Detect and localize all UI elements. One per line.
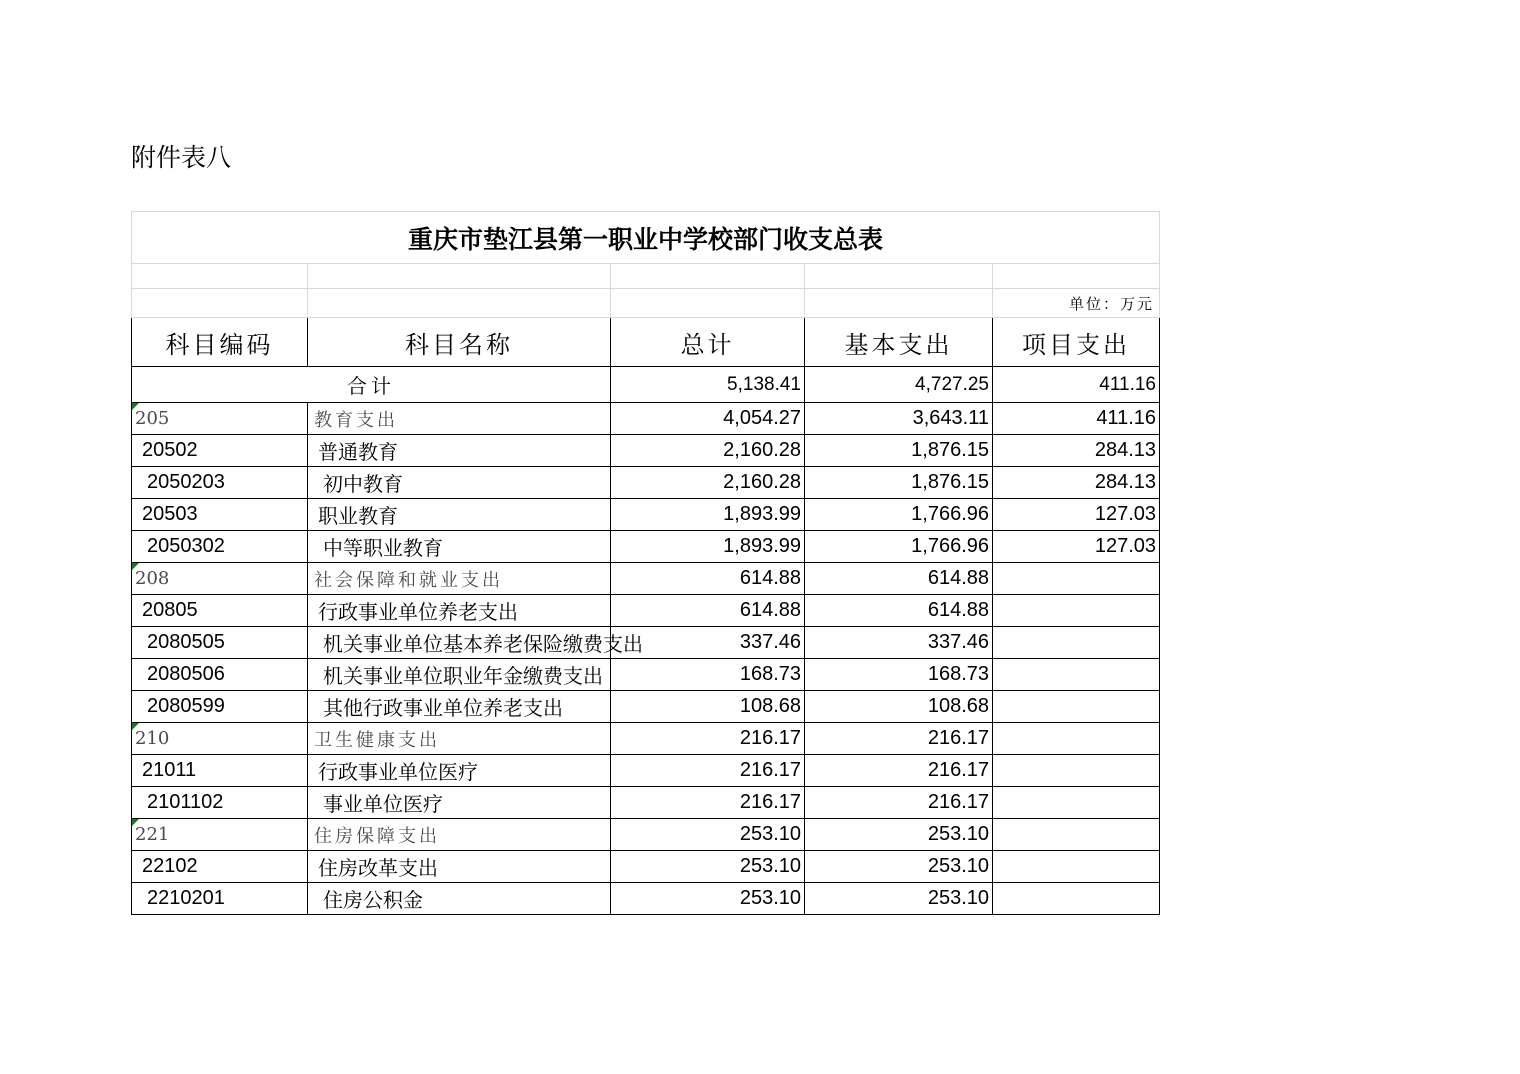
- table-row: [132, 755, 1160, 787]
- blank-cell: [805, 264, 993, 289]
- row-total-text: 1,893.99: [723, 535, 801, 557]
- row-code-text: 210: [135, 728, 170, 749]
- table-row: [132, 787, 1160, 819]
- row-basic: [805, 467, 993, 499]
- table-row: [132, 851, 1160, 883]
- row-project: [993, 563, 1160, 595]
- row-total-text: 2,160.28: [723, 439, 801, 461]
- row-total-text: 614.88: [739, 599, 801, 621]
- row-total-text: 337.46: [739, 631, 801, 653]
- total-project: 411.16: [993, 367, 1160, 403]
- cell-comment-marker: [132, 819, 139, 826]
- row-name: [308, 531, 611, 563]
- row-name-text: 普通教育: [318, 442, 398, 464]
- row-name: [308, 403, 611, 435]
- row-project-text: 127.03: [1094, 535, 1156, 557]
- blank-row: [132, 264, 1160, 289]
- row-code-text: 2050302: [147, 535, 225, 557]
- row-basic: [805, 627, 993, 659]
- row-basic-text: 216.17: [927, 791, 989, 813]
- row-basic: [805, 787, 993, 819]
- row-name: [308, 467, 611, 499]
- row-name-text: 行政事业单位医疗: [318, 762, 478, 784]
- blank-cell: [308, 289, 611, 318]
- attachment-label: 附件表八: [131, 143, 232, 172]
- row-total-text: 216.17: [739, 791, 801, 813]
- row-total: [611, 691, 805, 723]
- row-project: [993, 595, 1160, 627]
- row-total: [611, 435, 805, 467]
- row-code: [132, 883, 308, 915]
- row-project: [993, 723, 1160, 755]
- row-name-text: 机关事业单位基本养老保险缴费支出: [323, 634, 643, 656]
- row-name: [308, 435, 611, 467]
- row-name: [308, 563, 611, 595]
- row-basic: [805, 403, 993, 435]
- row-basic: [805, 499, 993, 531]
- row-project: [993, 627, 1160, 659]
- row-name-text: 初中教育: [323, 474, 403, 496]
- row-code-text: 208: [135, 568, 170, 589]
- table-row: [132, 883, 1160, 915]
- table-row: [132, 435, 1160, 467]
- row-basic-text: 3,643.11: [912, 407, 989, 429]
- row-code: [132, 819, 308, 851]
- row-total-text: 253.10: [739, 887, 801, 909]
- row-project-text: 127.03: [1094, 503, 1156, 525]
- row-total-text: 253.10: [739, 823, 801, 845]
- total-label: 合计: [132, 367, 611, 403]
- table-row: [132, 723, 1160, 755]
- blank-cell: [132, 289, 308, 318]
- row-total: [611, 659, 805, 691]
- row-project: [993, 435, 1160, 467]
- row-name-text: 职业教育: [318, 506, 398, 528]
- table-row: [132, 563, 1160, 595]
- blank-cell: [805, 289, 993, 318]
- table-row: [132, 467, 1160, 499]
- row-name: [308, 851, 611, 883]
- row-total-text: 4,054.27: [723, 407, 801, 429]
- cell-comment-marker: [132, 403, 139, 410]
- row-project: [993, 819, 1160, 851]
- row-basic-text: 216.17: [927, 727, 989, 749]
- row-total-text: 168.73: [739, 663, 801, 685]
- row-basic: [805, 755, 993, 787]
- row-basic-text: 614.88: [927, 567, 989, 589]
- blank-cell: [611, 289, 805, 318]
- row-basic-text: 253.10: [927, 855, 989, 877]
- row-basic: [805, 659, 993, 691]
- blank-cell: [132, 264, 308, 289]
- table-row: [132, 691, 1160, 723]
- row-basic-text: 108.68: [927, 695, 989, 717]
- row-name-text: 机关事业单位职业年金缴费支出: [323, 666, 603, 688]
- row-basic: [805, 819, 993, 851]
- row-code-text: 2210201: [147, 887, 225, 909]
- row-basic: [805, 691, 993, 723]
- row-name: [308, 755, 611, 787]
- row-code: [132, 563, 308, 595]
- row-basic-text: 1,766.96: [911, 535, 989, 557]
- row-total: [611, 787, 805, 819]
- row-basic: [805, 435, 993, 467]
- row-code: [132, 723, 308, 755]
- row-total-text: 108.68: [739, 695, 801, 717]
- row-total-text: 614.88: [739, 567, 801, 589]
- cell-comment-marker: [132, 563, 139, 570]
- blank-cell: [308, 264, 611, 289]
- header-name: 科目名称: [308, 318, 611, 367]
- row-code: [132, 595, 308, 627]
- cell-comment-marker: [132, 723, 139, 730]
- row-name: [308, 723, 611, 755]
- table-row: [132, 819, 1160, 851]
- header-code: 科目编码: [132, 318, 308, 367]
- row-code: [132, 659, 308, 691]
- row-total: [611, 531, 805, 563]
- row-total-text: 216.17: [739, 759, 801, 781]
- row-name-text: 社会保障和就业支出: [314, 569, 503, 591]
- row-total: [611, 819, 805, 851]
- blank-cell: [611, 264, 805, 289]
- row-basic: [805, 563, 993, 595]
- row-name-text: 中等职业教育: [323, 538, 443, 560]
- row-project: [993, 467, 1160, 499]
- row-basic: [805, 851, 993, 883]
- row-total-text: 2,160.28: [723, 471, 801, 493]
- row-basic-text: 1,876.15: [911, 439, 989, 461]
- row-code-text: 205: [135, 408, 170, 429]
- row-basic-text: 216.17: [927, 759, 989, 781]
- row-name-text: 住房保障支出: [314, 825, 440, 847]
- table-row: [132, 627, 1160, 659]
- title-row: [132, 212, 1160, 264]
- header-row: [132, 318, 1160, 367]
- row-code-text: 2080506: [147, 663, 225, 685]
- unit-label: 单位：万元: [993, 289, 1160, 318]
- header-basic: 基本支出: [805, 318, 993, 367]
- row-basic: [805, 595, 993, 627]
- row-total-text: 1,893.99: [723, 503, 801, 525]
- table-title: 重庆市垫江县第一职业中学校部门收支总表: [132, 212, 1160, 264]
- row-code-text: 2050203: [147, 471, 225, 493]
- row-code: [132, 467, 308, 499]
- row-project: [993, 851, 1160, 883]
- row-total: [611, 755, 805, 787]
- header-total: 总计: [611, 318, 805, 367]
- table-row: [132, 403, 1160, 435]
- row-name: [308, 659, 611, 691]
- row-basic: [805, 531, 993, 563]
- row-code-text: 20503: [142, 503, 198, 525]
- row-name-text: 住房改革支出: [318, 858, 438, 880]
- row-project: [993, 659, 1160, 691]
- row-code: [132, 435, 308, 467]
- expenditure-sheet: [131, 211, 1159, 915]
- row-total: [611, 499, 805, 531]
- row-total: [611, 595, 805, 627]
- row-basic-text: 337.46: [927, 631, 989, 653]
- row-code: [132, 755, 308, 787]
- row-code-text: 20502: [142, 439, 198, 461]
- row-code: [132, 531, 308, 563]
- row-project: [993, 883, 1160, 915]
- row-code: [132, 851, 308, 883]
- row-code: [132, 787, 308, 819]
- row-basic-text: 1,876.15: [911, 471, 989, 493]
- row-name: [308, 627, 643, 659]
- row-name-text: 住房公积金: [323, 890, 423, 912]
- row-name-text: 卫生健康支出: [314, 729, 440, 751]
- row-code: [132, 691, 308, 723]
- row-total: [611, 627, 805, 659]
- row-project: [993, 755, 1160, 787]
- row-name: [308, 595, 611, 627]
- row-basic-text: 253.10: [927, 887, 989, 909]
- row-project: [993, 531, 1160, 563]
- header-project: 项目支出: [993, 318, 1160, 367]
- table-row: [132, 595, 1160, 627]
- row-code: [132, 499, 308, 531]
- row-basic-text: 253.10: [927, 823, 989, 845]
- row-basic-text: 168.73: [927, 663, 989, 685]
- row-basic-text: 614.88: [927, 599, 989, 621]
- blank-cell: [993, 264, 1160, 289]
- total-sum: 5,138.41: [611, 367, 805, 403]
- row-name: [308, 819, 611, 851]
- row-basic: [805, 723, 993, 755]
- total-row: [132, 367, 1160, 403]
- row-name: [308, 499, 611, 531]
- row-total: [611, 467, 805, 499]
- row-code-text: 2080599: [147, 695, 225, 717]
- row-project: [993, 499, 1160, 531]
- row-code-text: 20805: [142, 599, 198, 621]
- total-basic: 4,727.25: [805, 367, 993, 403]
- row-basic-text: 1,766.96: [911, 503, 989, 525]
- row-basic: [805, 883, 993, 915]
- row-code-text: 221: [135, 824, 170, 845]
- row-total: [611, 851, 805, 883]
- row-name-text: 其他行政事业单位养老支出: [323, 698, 563, 720]
- row-total-text: 216.17: [739, 727, 801, 749]
- row-code-text: 22102: [142, 855, 198, 877]
- row-project-text: 284.13: [1094, 471, 1156, 493]
- row-total: [611, 723, 805, 755]
- row-project: [993, 403, 1160, 435]
- table-row: [132, 531, 1160, 563]
- row-total: [611, 403, 805, 435]
- unit-row: [132, 289, 1160, 318]
- row-name: [308, 691, 611, 723]
- row-code: [132, 403, 308, 435]
- row-project: [993, 691, 1160, 723]
- row-project-text: 284.13: [1094, 439, 1156, 461]
- row-total: [611, 563, 805, 595]
- row-code-text: 2080505: [147, 631, 225, 653]
- row-name-text: 事业单位医疗: [323, 794, 443, 816]
- table-row: [132, 659, 1160, 691]
- row-name-text: 行政事业单位养老支出: [318, 602, 518, 624]
- row-total: [611, 883, 805, 915]
- row-code: [132, 627, 308, 659]
- row-project: [993, 787, 1160, 819]
- row-project-text: 411.16: [1096, 407, 1156, 429]
- row-name-text: 教育支出: [314, 409, 398, 431]
- row-name: [308, 883, 611, 915]
- row-code-text: 2101102: [147, 791, 224, 813]
- row-code-text: 21011: [142, 759, 197, 781]
- summary-table: [131, 211, 1160, 915]
- row-total-text: 253.10: [739, 855, 801, 877]
- table-row: [132, 499, 1160, 531]
- row-name: [308, 787, 611, 819]
